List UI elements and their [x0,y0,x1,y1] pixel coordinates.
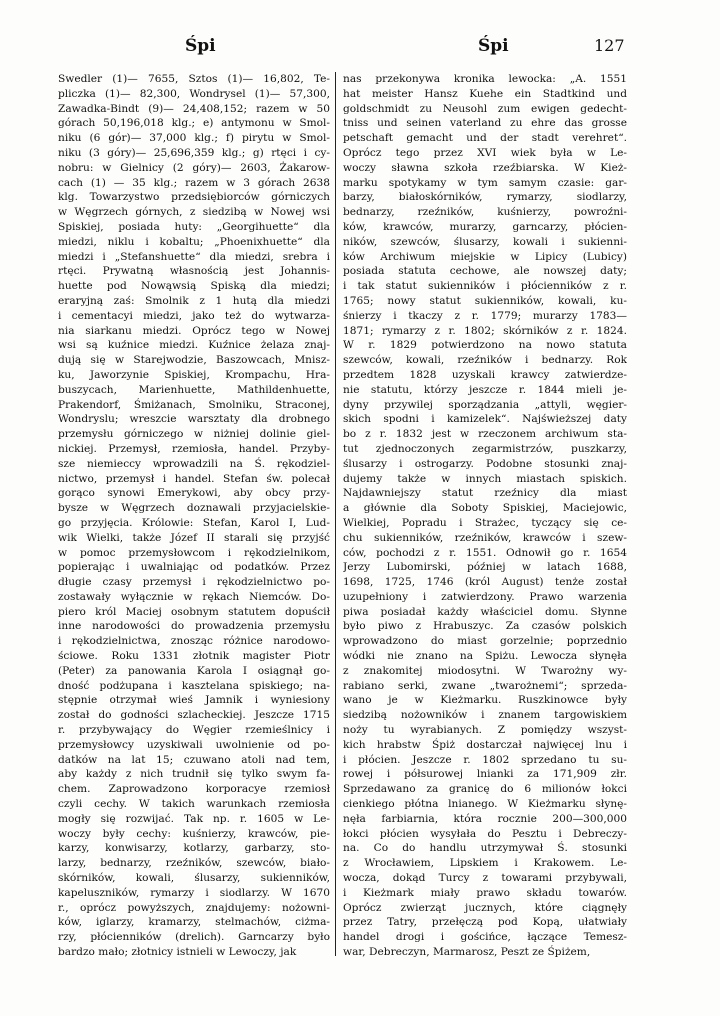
text-line: przedtem 1828 uzyskali krawcy zatwierdze- [343,368,627,381]
text-line: wano je w Kieżmarku. Ruszkinowce były [343,694,627,707]
text-line: przez Tatry, przełęczą pod Kopą, ułatwiały [343,916,627,929]
right-text-column [343,72,627,960]
text-line: handel drogi i gościńce, łączące Temesz- [343,931,627,944]
text-line: i cementacyi miedzi, jako też do wytwarza- [58,309,330,322]
text-line: buszycach, Marienhuette, Mathildenhuette, [58,383,330,396]
text-line: datków na lat 15; czuwano atoli nad tem, [58,753,330,766]
text-line: r. przybywający do Węgier rzemieślnicy i [58,724,330,737]
text-line: ślusarzy i ostrogarzy. Podobne stosunki znaj- [343,457,627,470]
text-line: Sprzedawano za granicę do 6 milionów łokci [343,783,627,796]
running-head-left: Śpi [185,36,216,56]
text-line: klg. Towarzystwo przedsiębiorców górniczych [58,191,330,204]
text-line: chu sukienników, rzeźników, krawców i szew- [343,531,627,544]
text-line: nęła farbiarnia, która rocznie 200—300,000 [343,812,627,825]
text-line: tniss und seinen vaterland zu ehre das grosse [343,117,627,130]
text-line: Prakendorf, Śmiżanach, Smolniku, Straconej, [58,398,330,411]
text-line: piero król Maciej osobnym statutem dopuścił [58,605,330,618]
text-line: Najdawniejszy statut rzeźnicy dla miast [343,487,627,500]
text-line: niku (6 gór)— 37,000 klg.; f) pirytu w Smol- [58,132,330,145]
text-line: tut zjednoczonych zegarmistrzów, puszkarzy, [343,442,627,455]
text-line: czyli cechy. W takich warunkach rzemiosła [58,798,330,811]
text-line: ców, pochodzi z r. 1551. Odnowił go r. 1654 [343,546,627,559]
text-line: uzupełniony i zatwierdzony. Prawo warzenia [343,590,627,603]
text-line: miedzi, niklu i kobaltu; „Phoenixhuette“ dla [58,235,330,248]
text-line: Wondryslu; wreszcie warsztaty dla drobnego [58,413,330,426]
text-line: dujemy także w innych miastach spiskich. [343,472,627,485]
text-line: karzy, konwisarzy, kotlarzy, garbarzy, sto- [58,842,330,855]
text-line: mogły się rozwijać. Tak np. r. 1605 w Le- [58,812,330,825]
text-line: gorąco synowi Emerykowi, aby obcy przy- [58,487,330,500]
text-line: rtęci. Prywatną własnością jest Johannis- [58,265,330,278]
text-line: woczy były cechy: kuśnierzy, krawców, pie- [58,827,330,840]
text-line: siedzibą nożowników i znanem targowiskiem [343,709,627,722]
text-line: kapeluszników, rymarzy i siodlarzy. W 1670 [58,886,330,899]
text-line: petschaft gemacht und der stadt verehret“. [343,132,627,145]
text-line: ników, szewców, ślusarzy, kowali i sukienni- [343,235,627,248]
text-line: popierając i uwalniając od podatków. Przez [58,561,330,574]
text-line: goldschmidt zu Neusohl zum ewigen gedecht- [343,102,627,115]
text-line: larzy, bednarzy, rzeźników, szewców, biało- [58,857,330,870]
text-line: został do godności szlacheckiej. Jeszcze 1715 [58,709,330,722]
text-line: hat meister Hansz Kuehe ein Stadtkind und [343,87,627,100]
text-line: wsi są kuźnice miedzi. Kuźnice żelaza znaj- [58,339,330,352]
text-line: Zawadka-Bindt (9)— 24,408,152; razem w 50 [58,102,330,115]
text-line: inne narodowości do prowadzenia przemysłu [58,620,330,633]
text-line: Oprócz tego przez XVI wiek była w Le- [343,146,627,159]
text-line: (Peter) za panowania Karola I osiągnął go- [58,664,330,677]
text-line: rabiano serki, zwane „twarożnemi“; sprzeda- [343,679,627,692]
text-line: ków, iglarzy, kramarzy, stelmachów, ciżma- [58,916,330,929]
text-line: aby każdy z nich trudnił się tylko swym fa- [58,768,330,781]
text-line: marku spotykamy w tym samym czasie: gar- [343,176,627,189]
column-divider [335,72,336,956]
text-line: cienkiego płótna lnianego. W Kieżmarku słynę- [343,798,627,811]
text-line: z znakomitej miodosytni. W Twarożny wy- [343,664,627,677]
text-line: Oprócz zwierząt jucznych, które ciągnęły [343,901,627,914]
text-line: z Wrocławiem, Lipskiem i Krakowem. Le- [343,857,627,870]
text-line: szewców, kowali, rzeźników i bednarzy. Rok [343,354,627,367]
text-line: kich hrabstw Śpiż dostarczał najwięcej lnu i [343,738,627,751]
text-line: war, Debreczyn, Marmarosz, Peszt ze Śpiżem, [343,946,591,959]
text-line: wódki nie znano na Spiżu. Lewocza słynęła [343,650,627,663]
text-line: sze niemieccy wprowadzili na Ś. rękodziel- [58,457,330,470]
text-line: skich spodni i kamizelek“. Najświeższej daty [343,413,627,426]
text-line: i tak statut sukienników i płócienników z r. [343,280,627,293]
text-line: chem. Zaprowadzono korporacye rzemiosł [58,783,330,796]
text-line: nia siarkanu miedzi. Oprócz tego w Nowej [58,324,330,337]
text-line: przemysłu górniczego w niżniej dolinie giel- [58,428,330,441]
text-line: na. Co do handlu utrzymywał Ś. stosunki [343,842,627,855]
text-line: bardzo mało; złotnicy istnieli w Lewoczy, jak [58,946,297,959]
text-line: długie czasy przemysł i rękodzielnictwo po- [58,576,330,589]
text-line: piwa posiadał każdy właściciel domu. Słynne [343,605,627,618]
text-line: ściowe. Roku 1331 złotnik magister Piotr [58,650,330,663]
text-line: miedzi i „Stefanshuette“ dla miedzi, srebra i [58,250,330,263]
text-line: niku (3 góry)— 25,696,359 klg.; g) rtęci i cy- [58,146,330,159]
page-header [0,36,720,60]
text-line: W r. 1829 potwierdzono na nowo statuta [343,339,627,352]
text-line: noży tu wyrabianych. Z pomiędzy wszyst- [343,724,627,737]
text-line: śnierzy i tkaczy z r. 1779; murarzy 1783— [343,309,627,322]
text-line: wprowadzono do miast gorzelnie; poprzednio [343,635,627,648]
text-line: rzy, płócienników (drelich). Garncarzy było [58,931,330,944]
text-line: posiada statuta cechowe, ale nowszej daty; [343,265,627,278]
text-line: bysze w Węgrzech doznawali przyjacielskie- [58,502,330,515]
text-line: Swedler (1)— 7655, Sztos (1)— 16,802, Te- [58,73,330,85]
text-line: wocza, dokąd Turcy z towarami przybywali, [343,872,627,885]
text-line: było piwo z Hrabuszyc. Za czasów polskich [343,620,627,633]
text-line: wik Wielki, także Józef II starali się przyjść [58,531,330,544]
text-line: i Kieżmark miały prawo składu towarów. [343,886,627,899]
text-line: skórników, kowali, ślusarzy, sukienników, [58,872,330,885]
text-line: eraryjną zaś: Smolnik z 1 hutą dla miedzi [58,294,330,307]
text-line: go przyjęcia. Królowie: Stefan, Karol I, Lud- [58,516,330,529]
text-line: zostawały wyłącznie w rękach Niemców. Do- [58,590,330,603]
text-line: 1765; nowy statut sukienników, kowali, ku- [343,294,627,307]
text-line: nas przekonywa kronika lewocka: „A. 1551 [343,73,627,85]
text-line: bo z r. 1832 jest w rzeczonem archiwum sta- [343,428,627,441]
text-line: ków Archiwum miejskie w Lipicy (Lubicy) [343,250,627,263]
text-line: Wielkiej, Popradu i Strażec, tyczący się ce- [343,516,627,529]
text-line: i płócien. Jeszcze r. 1802 sprzedano tu su- [343,753,627,766]
text-line: w Węgrzech górnych, z siedzibą w Nowej wsi [58,206,330,219]
text-line: Jerzy Lubomirski, później w latach 1688, [343,561,627,574]
text-line: nictwo, przemysł i handel. Stefan św. polecał [58,472,330,485]
text-line: przemysłowcy uzyskiwali uwolnienie od po- [58,738,330,751]
text-line: dność podżupana i kasztelana spiskiego; na- [58,679,330,692]
text-line: bednarzy, rzeźników, kuśnierzy, powroźni- [343,206,627,219]
text-line: rowej i półsurowej lnianki za 171,909 złr. [343,768,627,781]
text-line: dyny przywilej sporządzania „attyli, węgier- [343,398,627,411]
text-line: stępnie otrzymał wieś Jamnik i wyniesiony [58,694,330,707]
text-line: ków, krawców, murarzy, garncarzy, płócien- [343,220,627,233]
text-line: pliczka (1)— 82,300, Wondrysel (1)— 57,300, [58,87,330,100]
text-line: Spiskiej, posiada huty: „Georgihuette“ dla [58,220,330,233]
text-line: cach (1) — 35 klg.; razem w 3 górach 2638 [58,176,330,189]
text-line: barzy, białoskórników, rymarzy, siodlarzy, [343,191,627,204]
text-line: w pomoc przemysłowcom i rękodzielnikom, [58,546,330,559]
text-line: i rękodzielnictwa, znosząc różnice narodowo- [58,635,330,648]
text-line: nobru: w Gielnicy (2 góry)— 2603, Żakarow- [58,161,330,174]
text-line: 1698, 1725, 1746 (król August) tenże został [343,576,627,589]
page-number: 127 [594,36,625,55]
text-line: nickiej. Przemysł, rzemiosła, handel. Przyby- [58,442,330,455]
running-head-right: Śpi [478,36,509,56]
text-line: 1871; rymarzy z r. 1802; skórników z r. 1824. [343,324,627,337]
text-line: a głównie dla Soboty Spiskiej, Maciejowic, [343,502,627,515]
text-line: nie statutu, którzy jeszcze r. 1844 mieli je- [343,383,627,396]
text-line: górach 50,196,018 klg.; e) antymonu w Smol- [58,117,330,130]
text-line: woczy sławna szkoła rzeźbiarska. W Kież- [343,161,627,174]
text-line: r., oprócz powyższych, znajdujemy: nożowni- [58,901,330,914]
text-line: huette pod Nowąwsią Spiską dla miedzi; [58,280,330,293]
text-line: ku, Jaworzynie Spiskiej, Krompachu, Hra- [58,368,330,381]
text-line: dują się w Starejwodzie, Baszowcach, Mnisz- [58,354,330,367]
text-line: łokci płócien wysyłała do Pesztu i Debreczy- [343,827,627,840]
left-text-column [58,72,330,960]
